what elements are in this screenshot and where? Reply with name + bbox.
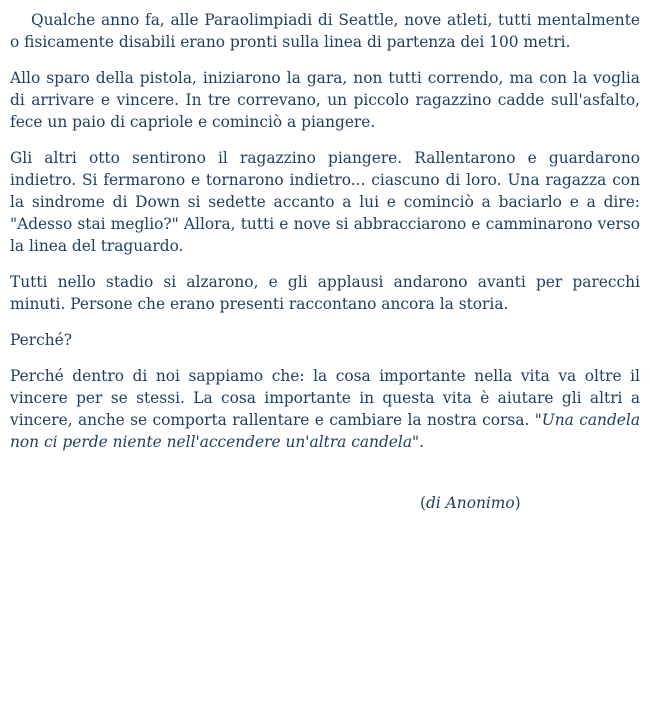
signature-open-paren: ( (420, 494, 427, 512)
document-body (10, 9, 640, 453)
paragraph-question: Perché? (10, 331, 73, 349)
paragraph-conclusion (10, 365, 640, 453)
candle-quote: Una candela non ci perde niente nell'accendere un'altra candela (10, 411, 641, 451)
author-signature (420, 492, 521, 514)
signature-author: di Anonimo (426, 494, 515, 512)
paragraph-stadium-applause: Tutti nello stadio si alzarono, e gli applausi andarono avanti per parecchi minuti. Persone che erano presenti raccontano ancora la storia. (10, 273, 640, 313)
paragraph-intro: Qualche anno fa, alle Paraolimpiadi di Seattle, nove atleti, tutti mentalmente o fisicamente disabili erano pronti sulla linea di partenza dei 100 metri. (10, 11, 640, 51)
paragraph-others-return: Gli altri otto sentirono il ragazzino piangere. Rallentarono e guardarono indietro. Si fermarono e tornarono indietro... ciascuno di loro. Una ragazza con la sindrome di Down si sedette accanto a lui e cominciò a baciarlo e a dire: "Adesso stai meglio?" Allora, tutti e nove si abbracciarono e camminarono verso la linea del traguardo. (10, 149, 640, 255)
signature-close-paren: ) (514, 494, 521, 512)
conclusion-closing: ". (412, 433, 424, 451)
paragraph-race-start: Allo sparo della pistola, iniziarono la gara, non tutti correndo, ma con la voglia di arrivare e vincere. In tre correvano, un piccolo ragazzino cadde sull'asfalto, fece un paio di capriole e cominciò a piangere. (10, 69, 640, 131)
conclusion-text: Perché dentro di noi sappiamo che: la cosa importante nella vita va oltre il vincere per se stessi. La cosa importante in questa vita è aiutare gli altri a vincere, anche se comporta rallentare e cambiare la nostra corsa. " (10, 367, 640, 429)
